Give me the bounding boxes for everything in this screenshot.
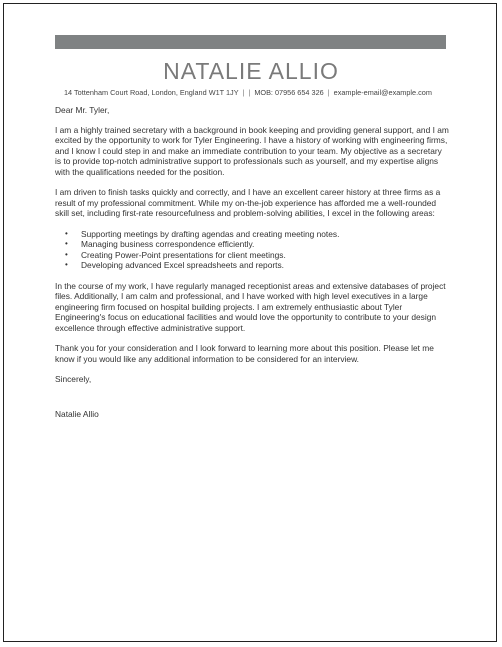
greeting: Dear Mr. Tyler, xyxy=(55,105,110,115)
header-banner xyxy=(55,35,446,49)
applicant-name: NATALIE ALLIO xyxy=(163,58,339,84)
paragraph-intro: I am a highly trained secretary with a background in book keeping and providing general support, and I am excited by the opportunity to work for Tyler Engineering. I have a history of working with engineering firms, and I know I could step in and make an immediate contribution to your team. My objective as a secretary is to provide top-notch administrative support to professionals such as yourself, and my expertise aligns with the qualifications needed for the position. xyxy=(55,124,449,177)
list-item: • Developing advanced Excel spreadsheets and reports. xyxy=(81,260,450,271)
address: 14 Tottenham Court Road, London, England W1T 1JY xyxy=(64,88,239,97)
list-item: • Managing business correspondence efficiently. xyxy=(81,239,450,250)
separator: | xyxy=(242,88,245,97)
signature: Natalie Allio xyxy=(55,408,99,419)
paragraph-thanks: Thank you for your consideration and I look forward to learning more about this position. Please let me know if you would like any additional information to be considered for an interview. xyxy=(55,343,434,364)
list-item: • Creating Power-Point presentations for client meetings. xyxy=(81,250,450,261)
separator: | xyxy=(248,88,251,97)
contact-line xyxy=(64,88,464,97)
email-address: example-email@example.com xyxy=(333,88,432,97)
closing: Sincerely, xyxy=(55,374,92,384)
paragraph-skills: I am driven to finish tasks quickly and correctly, and I have an excellent career history at three firms as a result of my professional commitment. While my on-the-job experience has afforded me a well-rounded skill set, including first-rate resourcefulness and problem-solving abilities, I excel in the following areas: xyxy=(55,187,441,218)
list-item: • Supporting meetings by drafting agendas and creating meeting notes. xyxy=(81,229,450,240)
skills-list xyxy=(55,229,450,271)
paragraph-experience: In the course of my work, I have regularly managed receptionist areas and extensive databases of project files. Additionally, I am calm and professional, and I have worked with high level executives in a large engineering firm focused on hospital building projects. I am extremely enthusiastic about Tyler Engineering's focus on educational facilities and would love the opportunity to contribute to your design excellence through effective administrative support. xyxy=(55,280,446,333)
mobile-number: MOB: 07956 654 326 xyxy=(254,88,324,97)
separator: | xyxy=(327,88,330,97)
letter-body xyxy=(55,105,450,419)
